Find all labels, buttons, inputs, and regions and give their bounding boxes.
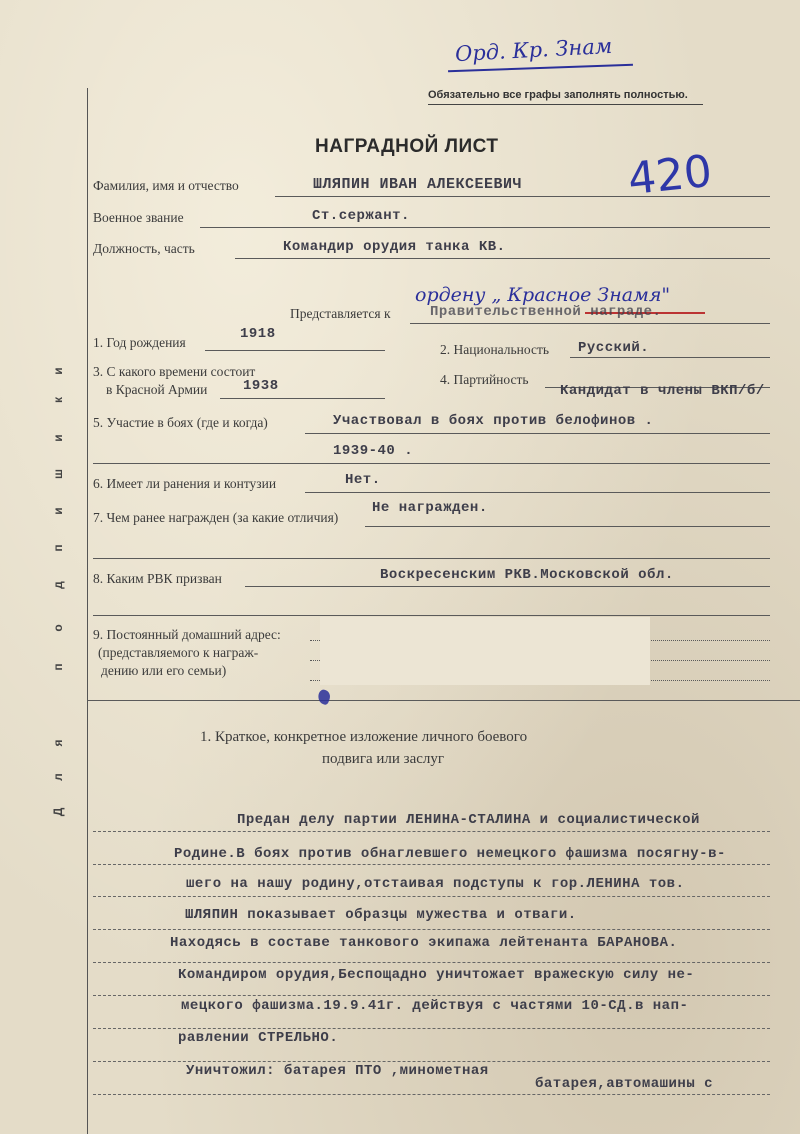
rule xyxy=(93,864,770,865)
rank-label: Военное звание xyxy=(93,210,184,225)
wounds-label: 6. Имеет ли ранения и контузии xyxy=(93,476,277,491)
narrative-line: шего на нашу родину,отстаивая подступы к гор.ЛЕНИНА тов. xyxy=(186,876,685,892)
margin-line xyxy=(87,88,88,1134)
rvk-line-2 xyxy=(93,615,770,616)
narrative-line: мецкого фашизма.19.9.41г. действуя с частями 10-СД.в нап- xyxy=(181,998,689,1014)
side-text-letter: Д xyxy=(51,807,65,817)
presented-value: Правительственной награде. xyxy=(430,304,662,320)
narrative-line: батарея,автомашины с xyxy=(535,1076,714,1092)
wounds-line xyxy=(305,492,770,493)
side-text-letter: я xyxy=(51,739,65,747)
nationality-line xyxy=(570,357,770,358)
party-value: Кандидат в члены ВКП/б/ xyxy=(560,383,765,399)
birth-label: 1. Год рождения xyxy=(93,335,186,350)
presented-label: Представляется к xyxy=(290,306,391,321)
handwritten-award-note: Орд. Кр. Знам xyxy=(454,33,613,67)
name-label: Фамилия, имя и отчество xyxy=(93,178,239,193)
side-text-letter: ш xyxy=(51,469,65,480)
position-value: Командир орудия танка КВ. xyxy=(283,239,506,255)
address-label-2: (представляемого к награж- xyxy=(98,645,259,660)
rule xyxy=(93,995,770,996)
battles-label: 5. Участие в боях (где и когда) xyxy=(93,415,268,430)
rule xyxy=(93,1061,770,1062)
army-label-2: в Красной Армии xyxy=(106,382,208,397)
rule xyxy=(93,1094,770,1095)
presented-line xyxy=(410,323,770,324)
side-text-letter: л xyxy=(51,773,65,781)
army-value: 1938 xyxy=(243,378,279,394)
address-label-3: дению или его семьи) xyxy=(101,663,227,678)
narrative-line: Уничтожил: батарея ПТО ,минометная xyxy=(186,1063,489,1079)
narrative-line: Родине.В боях против обнаглевшего немецкого фашизма посягну-в- xyxy=(174,846,726,862)
rvk-label: 8. Каким РВК призван xyxy=(93,571,222,586)
position-line xyxy=(235,258,770,259)
awards-value: Не награжден. xyxy=(372,500,488,516)
narrative-line: Предан делу партии ЛЕНИНА-СТАЛИНА и социалистической xyxy=(237,812,700,828)
handwritten-number: 420 xyxy=(625,145,715,206)
battles-line-2 xyxy=(93,463,770,464)
rvk-value: Воскресенским РКВ.Московской обл. xyxy=(380,567,674,583)
awards-label: 7. Чем ранее награжден (за какие отличия) xyxy=(93,510,339,525)
side-text-letter: и xyxy=(51,367,65,375)
side-text-letter: и xyxy=(51,507,65,515)
name-value: ШЛЯПИН ИВАН АЛЕКСЕЕВИЧ xyxy=(313,176,523,193)
rank-line xyxy=(200,227,770,228)
awards-line-2 xyxy=(93,558,770,559)
notice-text: Обязательно все графы заполнять полностью. xyxy=(428,89,688,101)
rule xyxy=(93,896,770,897)
name-line xyxy=(275,196,770,197)
birth-value: 1918 xyxy=(240,326,276,342)
section-heading-1: 1. Краткое, конкретное изложение личного боевого xyxy=(200,729,528,745)
address-label-1: 9. Постоянный домашний адрес: xyxy=(93,627,281,642)
battles-line-1 xyxy=(305,433,770,434)
rule xyxy=(93,962,770,963)
nationality-label: 2. Национальность xyxy=(440,342,550,357)
army-line xyxy=(220,398,385,399)
page-title: НАГРАДНОЙ ЛИСТ xyxy=(315,136,499,157)
battles-value-2: 1939-40 . xyxy=(333,443,414,459)
side-text-letter: о xyxy=(51,624,65,632)
rvk-line-1 xyxy=(245,586,770,587)
party-label: 4. Партийность xyxy=(440,372,529,387)
wounds-value: Нет. xyxy=(345,472,381,488)
battles-value-1: Участвовал в боях против белофинов . xyxy=(333,413,654,429)
section-heading-2: подвига или заслуг xyxy=(322,751,445,767)
nationality-value: Русский. xyxy=(578,340,650,356)
rule xyxy=(93,929,770,930)
ink-mark xyxy=(316,688,332,705)
narrative-line: Находясь в составе танкового экипажа лейтенанта БАРАНОВА. xyxy=(170,935,678,951)
narrative-line: равлении СТРЕЛЬНО. xyxy=(178,1030,339,1046)
side-text-letter: к xyxy=(51,397,65,404)
notice-underline xyxy=(428,104,703,105)
army-label-1: 3. С какого времени состоит xyxy=(93,364,256,379)
rule xyxy=(93,831,770,832)
side-text-letter: п xyxy=(51,544,65,552)
redacted-address-area xyxy=(320,617,650,685)
narrative-line: ШЛЯПИН показывает образцы мужества и отваги. xyxy=(185,907,577,923)
rank-value: Ст.сержант. xyxy=(312,208,410,224)
side-text-letter: п xyxy=(51,663,65,671)
rule xyxy=(93,1028,770,1029)
awards-line-1 xyxy=(365,526,770,527)
side-text-letter: и xyxy=(51,434,65,442)
section-divider xyxy=(87,700,800,701)
handwritten-award-name: ордену „ Красное Знамя" xyxy=(415,284,671,306)
side-text-letter: д xyxy=(51,581,65,589)
position-label: Должность, часть xyxy=(93,241,195,256)
birth-line xyxy=(205,350,385,351)
narrative-line: Командиром орудия,Беспощадно уничтожает вражескую силу не- xyxy=(178,967,695,983)
